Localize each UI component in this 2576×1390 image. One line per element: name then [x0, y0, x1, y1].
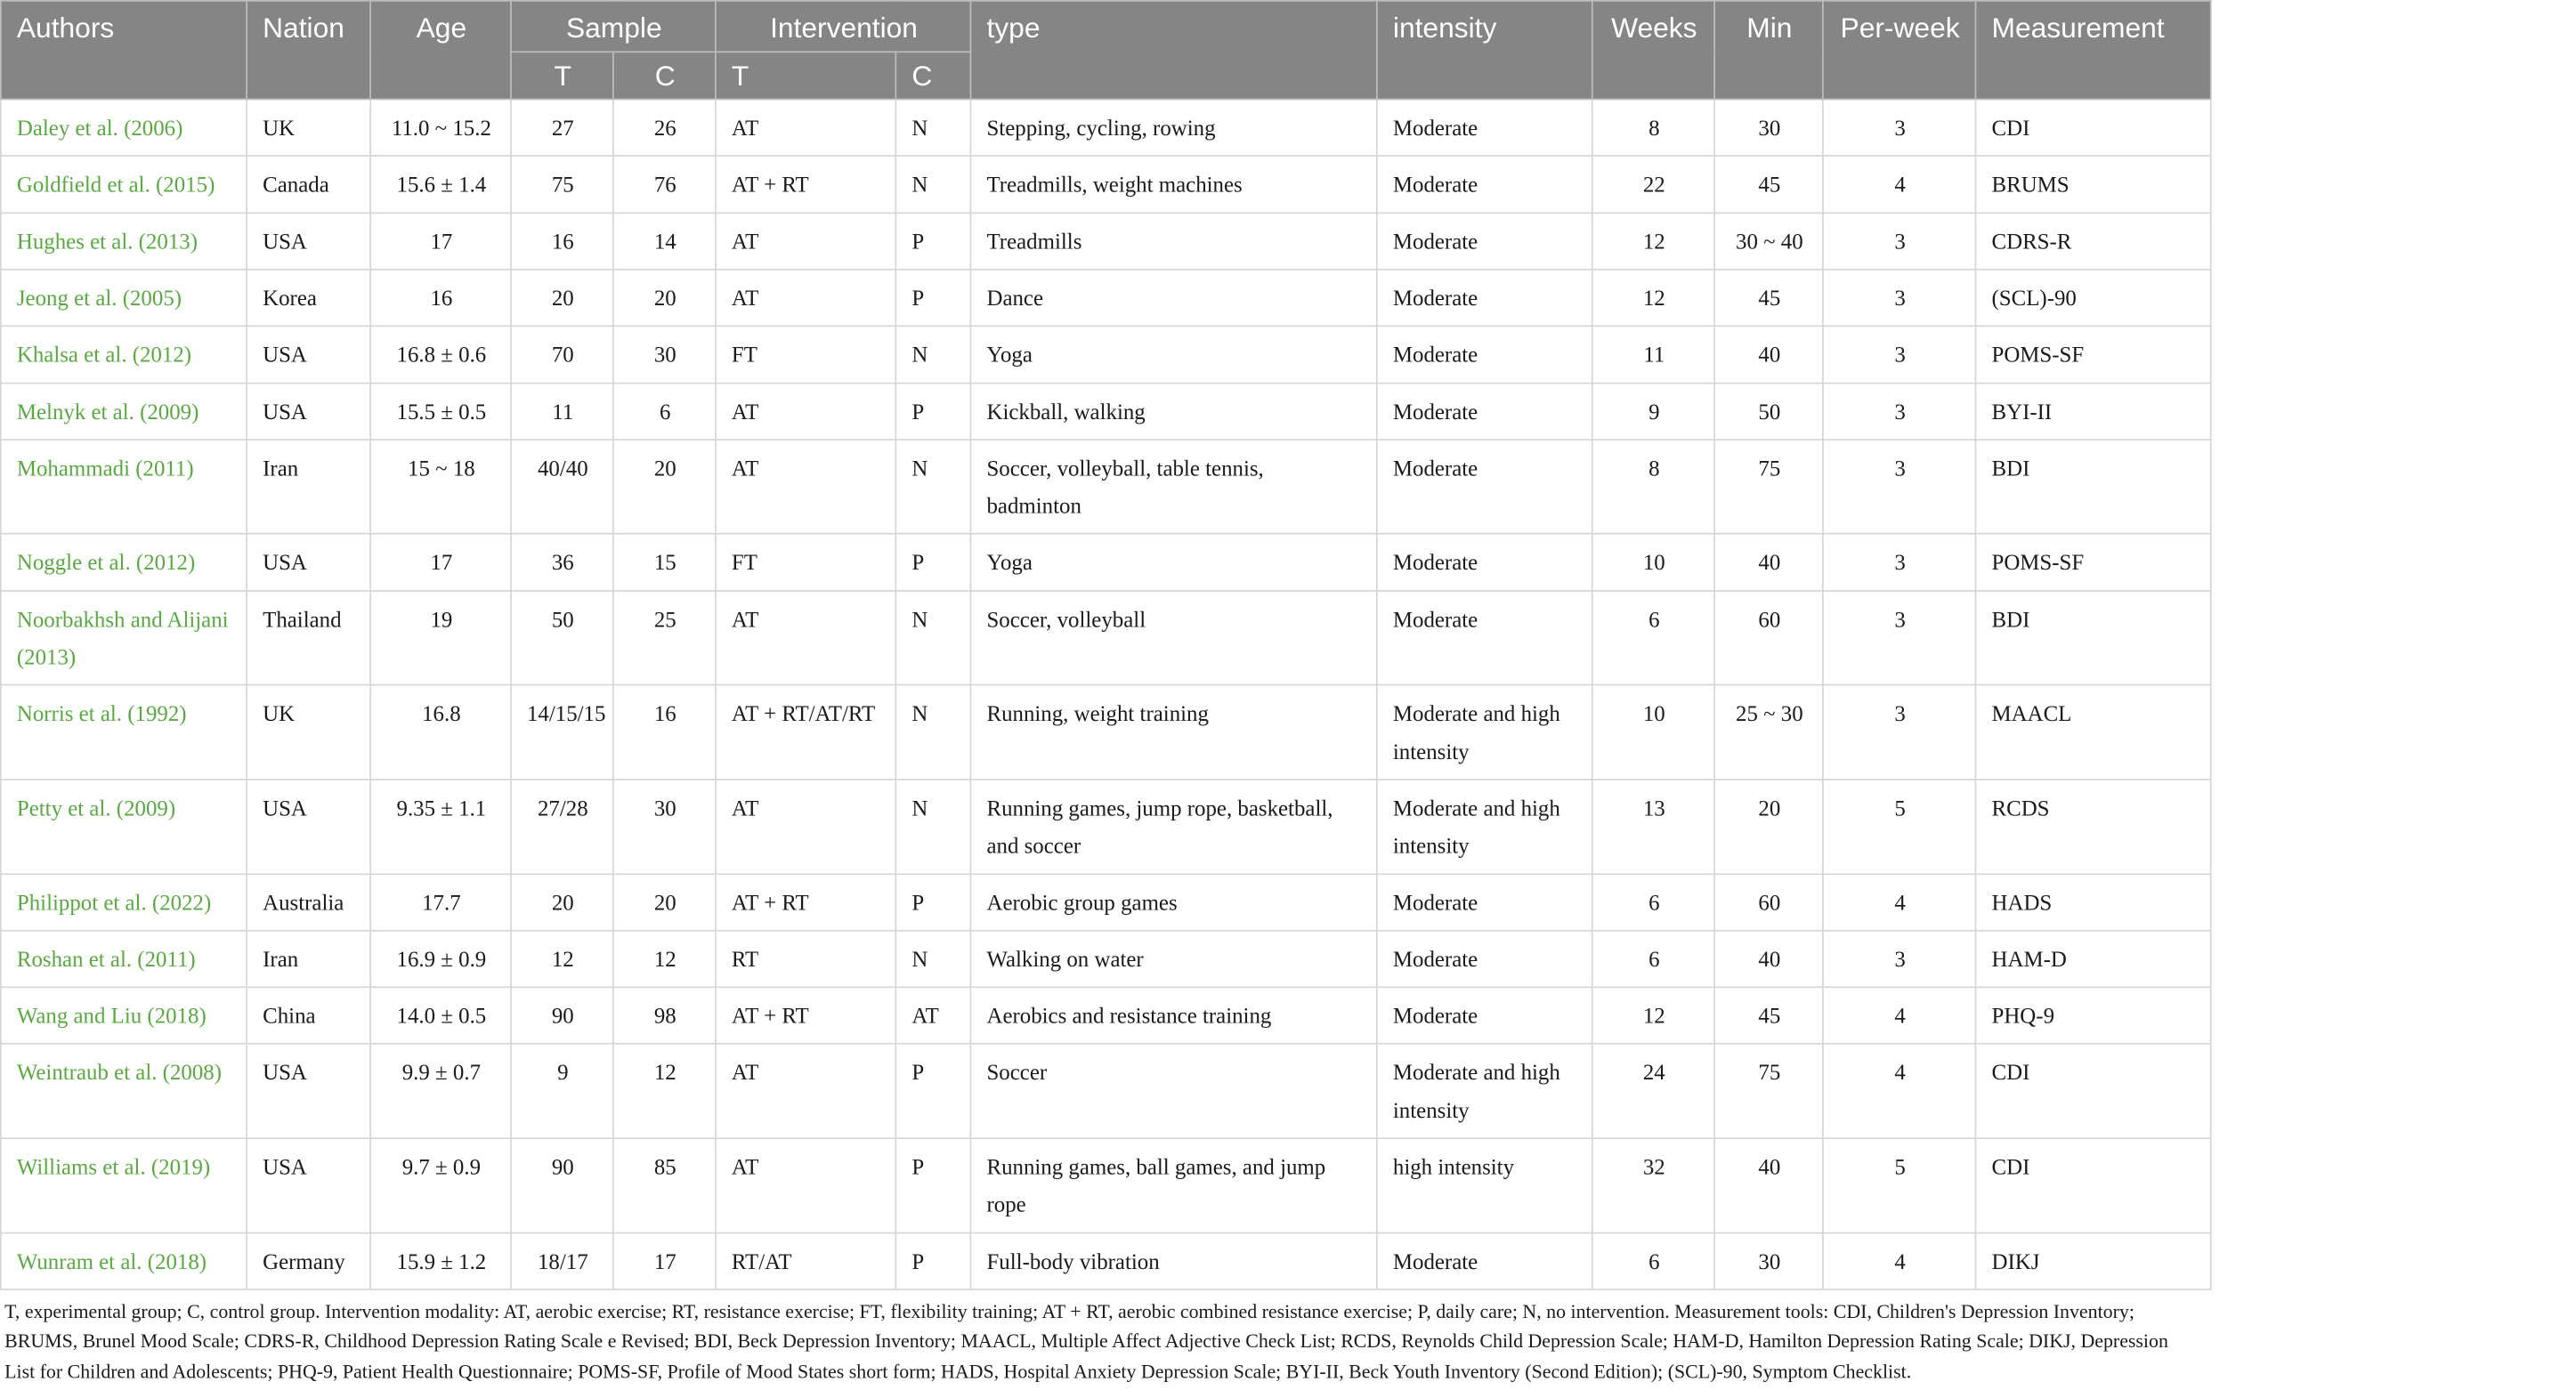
table-row — [1, 534, 2211, 591]
cell-intervention-t: AT — [716, 270, 895, 327]
cell-min: 30 — [1714, 100, 1823, 157]
cell-weeks: 6 — [1592, 874, 1714, 931]
cell-min: 60 — [1714, 591, 1823, 685]
cell-intervention-t: AT — [716, 383, 895, 440]
cell-sample-t: 27 — [511, 100, 613, 157]
cell-intervention-c: N — [895, 156, 970, 213]
cell-intervention-c: P — [895, 874, 970, 931]
cell-age: 11.0 ~ 15.2 — [370, 100, 511, 157]
cell-sample-t: 14/15/15 — [511, 685, 613, 780]
author-citation-link[interactable]: Philippot et al. (2022) — [1, 874, 247, 931]
cell-measurement: PHQ-9 — [1975, 987, 2210, 1044]
table-row — [1, 213, 2211, 270]
cell-intervention-t: AT — [716, 1044, 895, 1138]
cell-measurement: BDI — [1975, 440, 2210, 534]
table-row — [1, 874, 2211, 931]
author-citation-link[interactable]: Noorbakhsh and Alijani (2013) — [1, 591, 247, 685]
cell-sample-t: 12 — [511, 931, 613, 988]
header-row — [1, 1, 2211, 52]
cell-intensity: Moderate — [1377, 270, 1592, 327]
cell-weeks: 22 — [1592, 156, 1714, 213]
cell-intervention-t: AT — [716, 1138, 895, 1232]
cell-intervention-t: AT + RT — [716, 987, 895, 1044]
cell-age: 17 — [370, 534, 511, 591]
cell-intervention-t: AT + RT — [716, 874, 895, 931]
cell-per-week: 3 — [1823, 270, 1976, 327]
cell-intervention-t: AT + RT — [716, 156, 895, 213]
cell-min: 75 — [1714, 1044, 1823, 1138]
cell-intervention-t: AT — [716, 440, 895, 534]
cell-per-week: 3 — [1823, 100, 1976, 157]
cell-per-week: 5 — [1823, 1138, 1976, 1232]
cell-per-week: 5 — [1823, 780, 1976, 874]
cell-age: 9.35 ± 1.1 — [370, 780, 511, 874]
cell-type: Running games, ball games, and jump rope — [970, 1138, 1376, 1232]
cell-measurement: BDI — [1975, 591, 2210, 685]
cell-min: 40 — [1714, 534, 1823, 591]
cell-sample-c: 26 — [613, 100, 716, 157]
cell-min: 45 — [1714, 270, 1823, 327]
cell-sample-c: 85 — [613, 1138, 716, 1232]
cell-measurement: CDRS-R — [1975, 213, 2210, 270]
cell-min: 30 — [1714, 1232, 1823, 1289]
cell-type: Running, weight training — [970, 685, 1376, 780]
cell-per-week: 3 — [1823, 591, 1976, 685]
cell-age: 15.6 ± 1.4 — [370, 156, 511, 213]
cell-type: Treadmills, weight machines — [970, 156, 1376, 213]
cell-nation: Korea — [247, 270, 370, 327]
cell-sample-c: 15 — [613, 534, 716, 591]
cell-age: 17 — [370, 213, 511, 270]
cell-intervention-t: AT + RT/AT/RT — [716, 685, 895, 780]
cell-per-week: 4 — [1823, 987, 1976, 1044]
cell-age: 9.7 ± 0.9 — [370, 1138, 511, 1232]
table-row — [1, 440, 2211, 534]
cell-intervention-c: P — [895, 270, 970, 327]
cell-intervention-t: RT/AT — [716, 1232, 895, 1289]
cell-sample-c: 14 — [613, 213, 716, 270]
cell-nation: USA — [247, 383, 370, 440]
cell-type: Yoga — [970, 534, 1376, 591]
cell-intensity: Moderate — [1377, 440, 1592, 534]
cell-weeks: 13 — [1592, 780, 1714, 874]
cell-per-week: 3 — [1823, 931, 1976, 988]
cell-sample-t: 70 — [511, 327, 613, 384]
header-intervention-c: C — [895, 52, 970, 100]
cell-min: 45 — [1714, 156, 1823, 213]
cell-weeks: 8 — [1592, 440, 1714, 534]
header-intervention: Intervention — [716, 1, 971, 52]
cell-measurement: DIKJ — [1975, 1232, 2210, 1289]
cell-intensity: Moderate — [1377, 591, 1592, 685]
cell-per-week: 3 — [1823, 213, 1976, 270]
table-row — [1, 327, 2211, 384]
table-footnote: T, experimental group; C, control group. Intervention modality: AT, aerobic exercise; RT, resistance exercise; FT, flexibility training; AT + RT, aerobic combined resistance exercise; P, daily care; N, no intervention. Measurement tools: CDI, Children's Depression Inventory; BRUMS, Brunel Mood Scale; CDRS-R, Childhood Depression Rating Scale e Revised; BDI, Beck Depression Inventory; MAACL, Multiple Affect Adjective Check List; RCDS, Reynolds Child Depression Scale; HAM-D, Hamilton Depression Rating Scale; DIKJ, Depression List for Children and Adolescents; PHQ-9, Patient Health Questionnaire; POMS-SF, Profile of Mood States short form; HADS, Hospital Anxiety Depression Scale; BYI-II, Beck Youth Inventory (Second Edition); (SCL)-90, Symptom Checklist. — [4, 1299, 2168, 1383]
header-intensity: intensity — [1377, 1, 1592, 100]
cell-type: Full-body vibration — [970, 1232, 1376, 1289]
cell-type: Kickball, walking — [970, 383, 1376, 440]
cell-per-week: 4 — [1823, 156, 1976, 213]
cell-per-week: 3 — [1823, 383, 1976, 440]
cell-type: Stepping, cycling, rowing — [970, 100, 1376, 157]
cell-intensity: Moderate — [1377, 383, 1592, 440]
cell-age: 17.7 — [370, 874, 511, 931]
cell-measurement: MAACL — [1975, 685, 2210, 780]
cell-sample-c: 20 — [613, 874, 716, 931]
cell-intervention-c: P — [895, 534, 970, 591]
cell-intensity: high intensity — [1377, 1138, 1592, 1232]
cell-sample-c: 30 — [613, 780, 716, 874]
cell-per-week: 4 — [1823, 1044, 1976, 1138]
header-per-week: Per-week — [1823, 1, 1976, 100]
cell-sample-c: 30 — [613, 327, 716, 384]
cell-measurement: BYI-II — [1975, 383, 2210, 440]
cell-sample-c: 6 — [613, 383, 716, 440]
cell-weeks: 12 — [1592, 270, 1714, 327]
cell-nation: Thailand — [247, 591, 370, 685]
cell-nation: Canada — [247, 156, 370, 213]
cell-weeks: 24 — [1592, 1044, 1714, 1138]
cell-measurement: HAM-D — [1975, 931, 2210, 988]
cell-sample-c: 76 — [613, 156, 716, 213]
cell-weeks: 12 — [1592, 213, 1714, 270]
cell-intervention-t: FT — [716, 327, 895, 384]
cell-measurement: (SCL)-90 — [1975, 270, 2210, 327]
cell-nation: UK — [247, 685, 370, 780]
cell-intervention-c: N — [895, 440, 970, 534]
cell-age: 19 — [370, 591, 511, 685]
header-authors: Authors — [1, 1, 247, 100]
header-type: type — [970, 1, 1376, 100]
cell-type: Yoga — [970, 327, 1376, 384]
cell-measurement: POMS-SF — [1975, 327, 2210, 384]
cell-min: 45 — [1714, 987, 1823, 1044]
cell-per-week: 3 — [1823, 534, 1976, 591]
cell-nation: Iran — [247, 440, 370, 534]
cell-measurement: RCDS — [1975, 780, 2210, 874]
author-citation-link[interactable]: Melnyk et al. (2009) — [1, 383, 247, 440]
cell-age: 15.9 ± 1.2 — [370, 1232, 511, 1289]
author-citation-link[interactable]: Hughes et al. (2013) — [1, 213, 247, 270]
header-nation: Nation — [247, 1, 370, 100]
cell-intervention-c: N — [895, 591, 970, 685]
cell-weeks: 6 — [1592, 591, 1714, 685]
cell-weeks: 9 — [1592, 383, 1714, 440]
cell-per-week: 3 — [1823, 685, 1976, 780]
author-citation-link[interactable]: Petty et al. (2009) — [1, 780, 247, 874]
cell-sample-c: 98 — [613, 987, 716, 1044]
cell-per-week: 3 — [1823, 440, 1976, 534]
cell-sample-t: 36 — [511, 534, 613, 591]
cell-intervention-t: AT — [716, 591, 895, 685]
author-citation-link[interactable]: Mohammadi (2011) — [1, 440, 247, 534]
cell-min: 40 — [1714, 327, 1823, 384]
cell-sample-c: 25 — [613, 591, 716, 685]
table-row — [1, 156, 2211, 213]
cell-age: 16.8 ± 0.6 — [370, 327, 511, 384]
cell-intervention-t: AT — [716, 780, 895, 874]
cell-intensity: Moderate — [1377, 156, 1592, 213]
cell-type: Soccer, volleyball, table tennis, badminton — [970, 440, 1376, 534]
cell-intensity: Moderate and high intensity — [1377, 685, 1592, 780]
cell-type: Soccer, volleyball — [970, 591, 1376, 685]
cell-age: 15 ~ 18 — [370, 440, 511, 534]
cell-min: 50 — [1714, 383, 1823, 440]
cell-type: Treadmills — [970, 213, 1376, 270]
cell-intensity: Moderate — [1377, 987, 1592, 1044]
table-row — [1, 1232, 2211, 1289]
cell-measurement: CDI — [1975, 1044, 2210, 1138]
table-row — [1, 591, 2211, 685]
cell-sample-t: 50 — [511, 591, 613, 685]
cell-nation: Germany — [247, 1232, 370, 1289]
cell-weeks: 12 — [1592, 987, 1714, 1044]
table-row — [1, 1138, 2211, 1232]
header-age: Age — [370, 1, 511, 100]
author-citation-link[interactable]: Khalsa et al. (2012) — [1, 327, 247, 384]
cell-nation: Iran — [247, 931, 370, 988]
cell-sample-t: 40/40 — [511, 440, 613, 534]
table-row — [1, 987, 2211, 1044]
header-sample-c: C — [613, 52, 716, 100]
cell-nation: USA — [247, 327, 370, 384]
cell-sample-c: 20 — [613, 270, 716, 327]
cell-nation: USA — [247, 1138, 370, 1232]
author-citation-link[interactable]: Noggle et al. (2012) — [1, 534, 247, 591]
cell-weeks: 10 — [1592, 685, 1714, 780]
cell-nation: UK — [247, 100, 370, 157]
table-body — [1, 100, 2211, 1289]
cell-weeks: 6 — [1592, 1232, 1714, 1289]
cell-intervention-c: P — [895, 383, 970, 440]
cell-type: Walking on water — [970, 931, 1376, 988]
table-row — [1, 383, 2211, 440]
cell-intervention-c: P — [895, 213, 970, 270]
cell-min: 25 ~ 30 — [1714, 685, 1823, 780]
cell-intensity: Moderate — [1377, 1232, 1592, 1289]
header-sample-t: T — [511, 52, 613, 100]
cell-nation: China — [247, 987, 370, 1044]
cell-intensity: Moderate — [1377, 100, 1592, 157]
table-row — [1, 685, 2211, 780]
cell-age: 16.9 ± 0.9 — [370, 931, 511, 988]
cell-measurement: CDI — [1975, 1138, 2210, 1232]
table-row — [1, 931, 2211, 988]
cell-weeks: 11 — [1592, 327, 1714, 384]
cell-nation: Australia — [247, 874, 370, 931]
header-min: Min — [1714, 1, 1823, 100]
cell-intervention-c: N — [895, 780, 970, 874]
cell-sample-t: 18/17 — [511, 1232, 613, 1289]
cell-intervention-c: N — [895, 931, 970, 988]
cell-sample-t: 16 — [511, 213, 613, 270]
cell-weeks: 32 — [1592, 1138, 1714, 1232]
cell-age: 14.0 ± 0.5 — [370, 987, 511, 1044]
cell-intervention-c: N — [895, 685, 970, 780]
cell-intensity: Moderate — [1377, 931, 1592, 988]
cell-measurement: CDI — [1975, 100, 2210, 157]
author-citation-link[interactable]: Roshan et al. (2011) — [1, 931, 247, 988]
cell-intervention-t: AT — [716, 213, 895, 270]
cell-min: 20 — [1714, 780, 1823, 874]
table-row — [1, 1044, 2211, 1138]
author-citation-link[interactable]: Norris et al. (1992) — [1, 685, 247, 780]
cell-type: Soccer — [970, 1044, 1376, 1138]
table-row — [1, 270, 2211, 327]
cell-weeks: 10 — [1592, 534, 1714, 591]
author-citation-link[interactable]: Williams et al. (2019) — [1, 1138, 247, 1232]
cell-type: Running games, jump rope, basketball, and soccer — [970, 780, 1376, 874]
cell-nation: USA — [247, 534, 370, 591]
author-citation-link[interactable]: Goldfield et al. (2015) — [1, 156, 247, 213]
cell-sample-c: 17 — [613, 1232, 716, 1289]
cell-weeks: 6 — [1592, 931, 1714, 988]
cell-sample-t: 27/28 — [511, 780, 613, 874]
cell-age: 16 — [370, 270, 511, 327]
cell-sample-c: 12 — [613, 931, 716, 988]
cell-min: 30 ~ 40 — [1714, 213, 1823, 270]
cell-sample-t: 75 — [511, 156, 613, 213]
cell-intervention-t: AT — [716, 100, 895, 157]
cell-intervention-t: RT — [716, 931, 895, 988]
cell-intensity: Moderate — [1377, 874, 1592, 931]
cell-sample-t: 11 — [511, 383, 613, 440]
header-weeks: Weeks — [1592, 1, 1714, 100]
cell-intensity: Moderate and high intensity — [1377, 780, 1592, 874]
cell-intensity: Moderate — [1377, 213, 1592, 270]
cell-sample-c: 12 — [613, 1044, 716, 1138]
cell-sample-t: 20 — [511, 270, 613, 327]
cell-sample-t: 90 — [511, 1138, 613, 1232]
cell-per-week: 3 — [1823, 327, 1976, 384]
cell-sample-t: 20 — [511, 874, 613, 931]
cell-min: 40 — [1714, 931, 1823, 988]
cell-per-week: 4 — [1823, 1232, 1976, 1289]
cell-sample-c: 16 — [613, 685, 716, 780]
header-intervention-t: T — [716, 52, 895, 100]
cell-type: Aerobic group games — [970, 874, 1376, 931]
cell-type: Aerobics and resistance training — [970, 987, 1376, 1044]
cell-measurement: HADS — [1975, 874, 2210, 931]
author-citation-link[interactable]: Weintraub et al. (2008) — [1, 1044, 247, 1138]
cell-nation: USA — [247, 1044, 370, 1138]
cell-intensity: Moderate and high intensity — [1377, 1044, 1592, 1138]
cell-measurement: POMS-SF — [1975, 534, 2210, 591]
cell-per-week: 4 — [1823, 874, 1976, 931]
cell-sample-c: 20 — [613, 440, 716, 534]
author-citation-link[interactable]: Daley et al. (2006) — [1, 100, 247, 157]
cell-measurement: BRUMS — [1975, 156, 2210, 213]
cell-intervention-c: P — [895, 1044, 970, 1138]
cell-intervention-c: AT — [895, 987, 970, 1044]
header-measurement: Measurement — [1975, 1, 2210, 100]
cell-weeks: 8 — [1592, 100, 1714, 157]
cell-min: 75 — [1714, 440, 1823, 534]
table-row — [1, 780, 2211, 874]
cell-sample-t: 9 — [511, 1044, 613, 1138]
author-citation-link[interactable]: Jeong et al. (2005) — [1, 270, 247, 327]
cell-intervention-t: FT — [716, 534, 895, 591]
cell-intervention-c: P — [895, 1232, 970, 1289]
cell-intervention-c: N — [895, 327, 970, 384]
cell-sample-t: 90 — [511, 987, 613, 1044]
cell-age: 15.5 ± 0.5 — [370, 383, 511, 440]
cell-age: 16.8 — [370, 685, 511, 780]
cell-intervention-c: N — [895, 100, 970, 157]
cell-min: 60 — [1714, 874, 1823, 931]
cell-intensity: Moderate — [1377, 327, 1592, 384]
cell-type: Dance — [970, 270, 1376, 327]
cell-nation: USA — [247, 780, 370, 874]
table-row — [1, 100, 2211, 157]
cell-intensity: Moderate — [1377, 534, 1592, 591]
author-citation-link[interactable]: Wang and Liu (2018) — [1, 987, 247, 1044]
header-sample: Sample — [511, 1, 716, 52]
cell-nation: USA — [247, 213, 370, 270]
author-citation-link[interactable]: Wunram et al. (2018) — [1, 1232, 247, 1289]
cell-min: 40 — [1714, 1138, 1823, 1232]
cell-intervention-c: P — [895, 1138, 970, 1232]
cell-age: 9.9 ± 0.7 — [370, 1044, 511, 1138]
